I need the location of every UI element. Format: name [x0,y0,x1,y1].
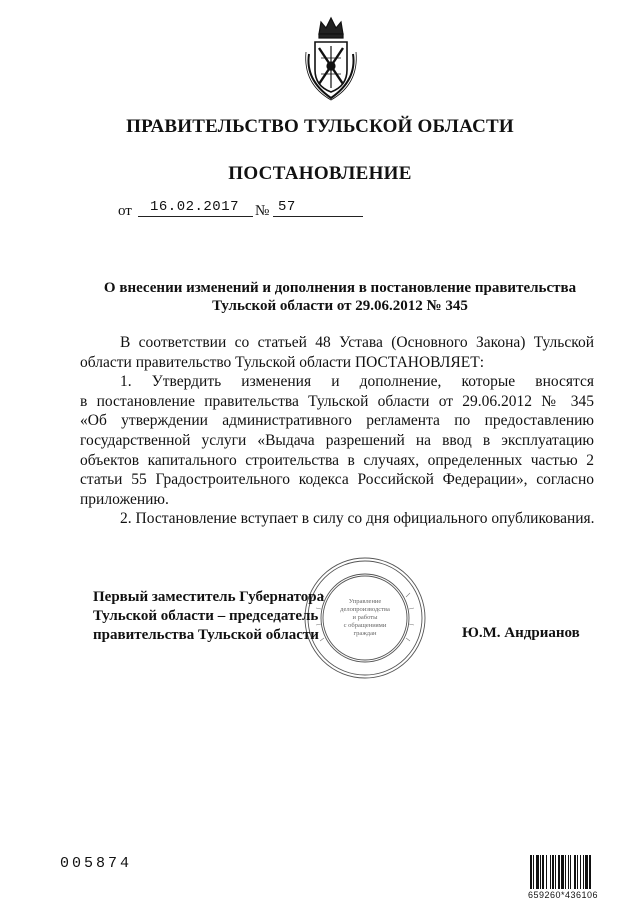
svg-text:Управление: Управление [348,598,382,605]
body-line: 1. Утвердить изменения и дополнение, которые вносятся [120,373,594,391]
document-body [80,333,594,529]
position-line: правительства Тульской области [93,627,319,643]
document-number: 57 [278,199,296,215]
body-line: приложению. [80,490,169,508]
body-line: статьи 55 Градостроительного кодекса Российской Федерации», согласно [80,471,594,489]
document-subject [80,279,600,315]
svg-text:с обращениями: с обращениями [343,622,387,629]
svg-text:граждан: граждан [353,630,377,637]
signatory-name: Ю.М. Андрианов [462,625,580,641]
subject-line: Тульской области от 29.06.2012 № 345 [212,298,468,314]
body-line: В соответствии со статьей 48 Устава (Основного Закона) Тульской [120,334,594,351]
document-type: ПОСТАНОВЛЕНИЕ [228,163,412,184]
svg-text:и работы: и работы [352,614,378,621]
body-line: в постановление правительства Тульской области от 29.06.2012 № 345 [80,392,594,410]
government-title: ПРАВИТЕЛЬСТВО ТУЛЬСКОЙ ОБЛАСТИ [126,116,514,137]
date-underline [138,216,253,217]
body-line: области правительство Тульской области ПОСТАНОВЛЯЕТ: [80,353,485,371]
svg-text:делопроизводства: делопроизводства [340,606,390,613]
signatory-position [93,588,324,645]
date-number-line [118,199,378,221]
position-line: Тульской области – председатель [93,608,319,624]
document-date: 16.02.2017 [150,199,240,215]
barcode-number: 659260*436106 [528,890,599,900]
body-line: объектов капитального строительства в случаях, определенных частью 2 [80,451,594,469]
subject-line: О внесении изменений и дополнения в постановление правительства [103,280,577,296]
barcode-icon [530,855,622,891]
serial-number: 005874 [60,855,133,872]
number-underline [273,216,363,217]
coat-of-arms-icon [301,14,361,102]
body-line: 2. Постановление вступает в силу со дня официального опубликования. [120,510,595,528]
date-prefix: от [118,203,132,219]
body-line: «Об утверждении административного регламента по предоставлению [80,412,594,430]
number-prefix: № [255,203,270,219]
body-line: государственной услуги «Выдача разрешений на ввод в эксплуатацию [80,431,594,449]
position-line: Первый заместитель Губернатора [93,589,325,605]
